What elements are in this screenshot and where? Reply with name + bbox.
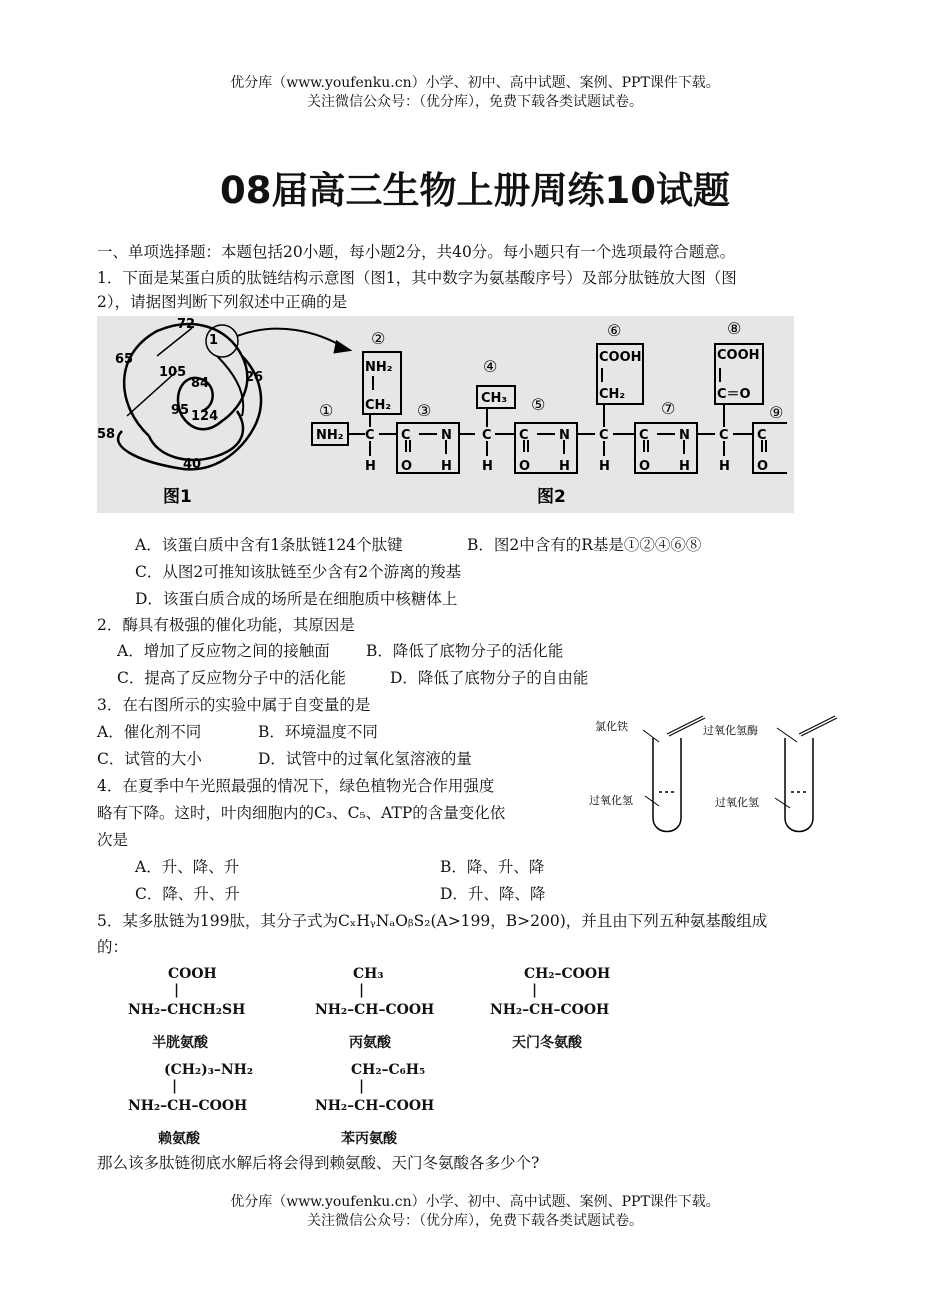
lysine-main: NH₂–CH–COOH — [128, 1098, 248, 1114]
aspartate-top: CH₂–COOH — [524, 966, 611, 982]
fig2-o-2: O — [519, 459, 531, 474]
fig2-marker-5: ⑤ — [531, 395, 546, 414]
amino-acid-alanine — [315, 966, 455, 1056]
fig2-marker-7: ⑦ — [661, 399, 676, 418]
footer-line-1: 优分库（www.youfenku.cn）小学、初中、高中试题、案例、PPT课件下载。 — [230, 1194, 720, 1210]
q4-option-b: B．降、升、降 — [440, 858, 545, 876]
q3-option-a: A．催化剂不同 — [97, 723, 202, 741]
fig2-n-3: N — [679, 428, 690, 443]
page-title: 08届高三生物上册周练10试题 — [220, 169, 730, 212]
fig2-c-carbonyl-1: C — [401, 428, 411, 443]
lysine-name: 赖氨酸 — [158, 1131, 200, 1147]
fig1-num-72: 72 — [177, 317, 196, 332]
q4-stem-line-3: 次是 — [97, 831, 129, 849]
fig2-o-3: O — [639, 459, 651, 474]
alanine-name: 丙氨酸 — [349, 1035, 391, 1051]
q2-option-a: A．增加了反应物之间的接触面 — [117, 642, 330, 660]
fig2-r6-ch2: CH₂ — [599, 387, 626, 402]
lysine-bond: | — [172, 1078, 178, 1094]
fig1-num-40: 40 — [183, 457, 202, 472]
fig2-c-alpha-1: C — [365, 428, 375, 443]
amino-acid-lysine — [128, 1062, 268, 1152]
phenylalanine-main: NH₂–CH–COOH — [315, 1098, 435, 1114]
q2-stem: 2．酶具有极强的催化功能，其原因是 — [97, 616, 355, 634]
fig2-h-4: H — [719, 459, 730, 474]
cysteine-top: COOH — [168, 966, 217, 982]
footer-line-2: 关注微信公众号：（优分库），免费下载各类试题试卷。 — [307, 1213, 643, 1229]
fig1-num-1: 1 — [209, 333, 219, 348]
alanine-main: NH₂–CH–COOH — [315, 1002, 435, 1018]
q2-option-c: C．提高了反应物分子中的活化能 — [117, 669, 346, 687]
protein-structure-svg — [97, 316, 794, 513]
cysteine-main: NH₂–CHCH₂SH — [128, 1002, 246, 1018]
aspartate-bond: | — [532, 982, 538, 998]
fig2-o-4: O — [757, 459, 769, 474]
fig2-c-carbonyl-4: C — [757, 428, 767, 443]
fig2-n-1: N — [441, 428, 452, 443]
fig2-o-1: O — [401, 459, 413, 474]
q2-option-b: B．降低了底物分子的活化能 — [366, 642, 564, 660]
q4-option-d: D．升、降、降 — [440, 885, 546, 903]
q1-option-a: A．该蛋白质中含有1条肽链124个肽键 — [135, 536, 403, 554]
tube-label-fecl3: 氯化铁 — [595, 720, 628, 733]
q2-option-d: D．降低了底物分子的自由能 — [390, 669, 589, 687]
fig2-marker-6: ⑥ — [607, 321, 622, 340]
q1-stem-line-2: 2），请据图判断下列叙述中正确的是 — [97, 293, 348, 311]
header-line-1: 优分库（www.youfenku.cn）小学、初中、高中试题、案例、PPT课件下载。 — [230, 75, 720, 91]
tube-label-catalase: 过氧化氢酶 — [703, 724, 758, 737]
q4-option-c: C．降、升、升 — [135, 885, 240, 903]
fig2-r6-cooh: COOH — [599, 350, 642, 365]
fig2-marker-9: ⑨ — [769, 403, 784, 422]
q1-option-b: B．图2中含有的R基是①②④⑥⑧ — [467, 536, 702, 554]
q4-stem-line-1: 4．在夏季中午光照最强的情况下，绿色植物光合作用强度 — [97, 777, 495, 795]
q3-option-b: B．环境温度不同 — [258, 723, 378, 741]
amino-acid-cysteine — [128, 966, 268, 1056]
q1-option-d: D．该蛋白质合成的场所是在细胞质中核糖体上 — [135, 590, 458, 608]
q4-option-a: A．升、降、升 — [135, 858, 240, 876]
section-intro: 一、单项选择题：本题包括20小题，每小题2分，共40分。每小题只有一个选项最符合题意。 — [97, 243, 736, 261]
fig1-num-58: 58 — [97, 427, 116, 442]
q5-stem-line-1: 5．某多肽链为199肽，其分子式为CₓHᵧNₐOᵦS₂(A>199，B>200)，并且由下列五种氨基酸组成 — [97, 912, 768, 930]
tube-label-h2o2-right: 过氧化氢 — [715, 796, 759, 809]
fig1-num-26: 26 — [245, 370, 264, 385]
fig2-h-2: H — [482, 459, 493, 474]
amino-acid-phenylalanine — [315, 1062, 455, 1152]
aspartate-name: 天门冬氨酸 — [512, 1035, 582, 1051]
q1-stem-line-1: 1．下面是某蛋白质的肽链结构示意图（图1，其中数字为氨基酸序号）及部分肽链放大图（图 — [97, 269, 737, 287]
q3-stem: 3．在右图所示的实验中属于自变量的是 — [97, 696, 371, 714]
fig2-r4-ch3: CH₃ — [481, 391, 508, 406]
tube-label-h2o2-left: 过氧化氢 — [589, 794, 633, 807]
q3-option-d: D．试管中的过氧化氢溶液的量 — [258, 750, 472, 768]
fig2-r2-nh2: NH₂ — [365, 360, 393, 375]
folded-chain-drawing — [118, 324, 349, 469]
cysteine-name: 半胱氨酸 — [152, 1035, 208, 1051]
alanine-bond: | — [359, 982, 365, 998]
phenylalanine-bond: | — [359, 1078, 365, 1094]
fig2-c-carbonyl-3: C — [639, 428, 649, 443]
fig2-r8-cooh: COOH — [717, 348, 760, 363]
fig2-marker-1: ① — [319, 401, 334, 420]
fig2-nh2-terminal: NH₂ — [316, 428, 344, 443]
phenylalanine-top: CH₂–C₆H₅ — [351, 1062, 426, 1078]
header-line-2: 关注微信公众号：（优分库），免费下载各类试题试卷。 — [307, 94, 643, 110]
fig2-label: 图2 — [537, 487, 566, 507]
fig2-c-alpha-3: C — [599, 428, 609, 443]
fig2-marker-3: ③ — [417, 401, 432, 420]
fig2-h-1: H — [365, 459, 376, 474]
fig2-marker-4: ④ — [483, 357, 498, 376]
fig2-h-n-2: H — [559, 459, 570, 474]
alanine-top: CH₃ — [353, 966, 384, 982]
q4-stem-line-2: 略有下降。这时，叶肉细胞内的C₃、C₅、ATP的含量变化依 — [97, 804, 506, 822]
fig1-num-65: 65 — [115, 352, 134, 367]
q3-option-c: C．试管的大小 — [97, 750, 202, 768]
fig2-c-alpha-4: C — [719, 428, 729, 443]
lysine-top: (CH₂)₃–NH₂ — [164, 1062, 254, 1078]
fig1-label: 图1 — [163, 487, 192, 507]
test-tube-figure — [585, 708, 845, 843]
fig2-h-n-3: H — [679, 459, 690, 474]
fig2-h-n-1: H — [441, 459, 452, 474]
protein-structure-figure — [97, 316, 794, 513]
q1-option-c: C．从图2可推知该肽链至少含有2个游离的羧基 — [135, 563, 462, 581]
fig1-num-95: 95 — [171, 403, 190, 418]
aspartate-main: NH₂–CH–COOH — [490, 1002, 610, 1018]
fig2-c-alpha-2: C — [482, 428, 492, 443]
fig2-n-2: N — [559, 428, 570, 443]
fig2-h-3: H — [599, 459, 610, 474]
cysteine-bond: | — [174, 982, 180, 998]
phenylalanine-name: 苯丙氨酸 — [341, 1131, 397, 1147]
fig1-num-105: 105 — [159, 365, 187, 380]
fig2-r2-ch2: CH₂ — [365, 398, 392, 413]
fig1-num-124: 124 — [191, 409, 219, 424]
fig2-marker-8: ⑧ — [727, 319, 742, 338]
q5-question: 那么该多肽链彻底水解后将会得到赖氨酸、天门冬氨酸各多少个? — [97, 1154, 540, 1172]
fig2-c-carbonyl-2: C — [519, 428, 529, 443]
fig2-r8-co: C＝O — [717, 387, 751, 402]
q5-stem-line-2: 的： — [97, 938, 129, 956]
fig1-num-84: 84 — [191, 376, 210, 391]
fig2-marker-2: ② — [371, 329, 386, 348]
amino-acid-aspartate — [490, 966, 630, 1056]
